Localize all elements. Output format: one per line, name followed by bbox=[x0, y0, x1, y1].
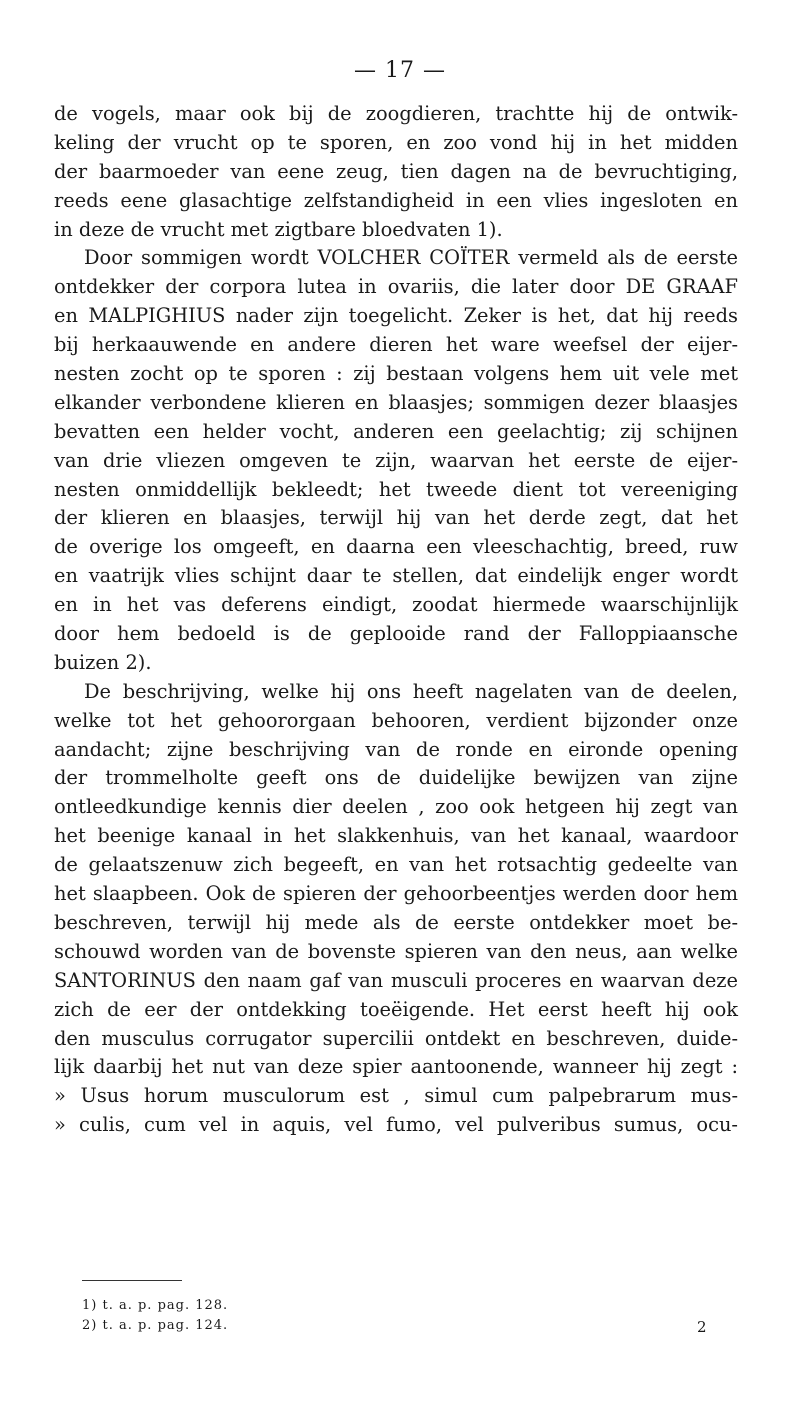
text-line: de vogels, maar ook bij de zoogdieren, trachtte hij de ontwik- bbox=[54, 102, 738, 125]
text-line: de gelaatszenuw zich begeeft, en van het rotsachtig gedeelte van bbox=[54, 853, 738, 877]
text-line: ontleedkundige kennis dier deelen , zoo ook hetgeen hij zegt van bbox=[54, 795, 738, 819]
text-line: de overige los omgeeft, en daarna een vleeschachtig, breed, ruw bbox=[54, 535, 738, 559]
text-line: keling der vrucht op te sporen, en zoo vond hij in het midden bbox=[54, 130, 738, 154]
text-line: en in het vas deferens eindigt, zoodat hiermede waarschijnlijk bbox=[54, 593, 738, 617]
text-line: en MALPIGHIUS nader zijn toegelicht. Zeker is het, dat hij reeds bbox=[54, 304, 738, 328]
text-line: reeds eene glasachtige zelfstandigheid in een vlies ingesloten en bbox=[54, 188, 738, 212]
text-line: der baarmoeder van eene zeug, tien dagen na de bevruchtiging, bbox=[54, 159, 738, 183]
text-line: Door sommigen wordt VOLCHER COÏTER vermeld als de eerste bbox=[84, 246, 738, 270]
text-line: lijk daarbij het nut van deze spier aantoonende, wanneer hij zegt : bbox=[54, 1055, 738, 1079]
text-line: zich de eer der ontdekking toeëigende. Het eerst heeft hij ook bbox=[54, 997, 738, 1021]
text-line: in deze de vrucht met zigtbare bloedvaten 1). bbox=[54, 217, 503, 241]
body-text bbox=[54, 100, 738, 1140]
text-line: buizen 2). bbox=[54, 650, 152, 674]
footnote: 2) t. a. p. pag. 124. bbox=[82, 1318, 229, 1333]
page-number: — 17 — bbox=[354, 58, 446, 83]
text-line: nesten zocht op te sporen : zij bestaan volgens hem uit vele met bbox=[54, 362, 738, 386]
text-line: en vaatrijk vlies schijnt daar te stellen, dat eindelijk enger wordt bbox=[54, 564, 738, 588]
text-line: der trommelholte geeft ons de duidelijke bewijzen van zijne bbox=[54, 766, 738, 790]
text-line: der klieren en blaasjes, terwijl hij van het derde zegt, dat het bbox=[54, 506, 738, 530]
footnote-divider bbox=[82, 1280, 182, 1281]
text-line: het beenige kanaal in het slakkenhuis, van het kanaal, waardoor bbox=[54, 824, 738, 848]
footnote: 1) t. a. p. pag. 128. bbox=[82, 1298, 229, 1313]
text-line: » culis, cum vel in aquis, vel fumo, vel pulveribus sumus, ocu- bbox=[54, 1113, 738, 1137]
text-line: elkander verbondene klieren en blaasjes; sommigen dezer blaasjes bbox=[54, 390, 738, 414]
text-line: den musculus corrugator supercilii ontdekt en beschreven, duide- bbox=[54, 1026, 738, 1050]
footnotes bbox=[82, 1296, 228, 1336]
text-line: beschreven, terwijl hij mede als de eerste ontdekker moet be- bbox=[54, 910, 738, 934]
text-line: door hem bedoeld is de geplooide rand der Falloppiaansche bbox=[54, 622, 738, 646]
text-line: De beschrijving, welke hij ons heeft nagelaten van de deelen, bbox=[84, 679, 738, 703]
text-line: aandacht; zijne beschrijving van de ronde en eironde opening bbox=[54, 737, 738, 761]
text-line: bij herkaauwende en andere dieren het ware weefsel der eijer- bbox=[54, 333, 738, 357]
text-line: nesten onmiddellijk bekleedt; het tweede dient tot vereeniging bbox=[54, 477, 738, 501]
text-line: ontdekker der corpora lutea in ovariis, die later door DE GRAAF bbox=[54, 275, 738, 299]
text-line: schouwd worden van de bovenste spieren van den neus, aan welke bbox=[54, 939, 738, 963]
text-line: welke tot het gehoororgaan behooren, verdient bijzonder onze bbox=[54, 708, 738, 732]
text-line: het slaapbeen. Ook de spieren der gehoorbeentjes werden door hem bbox=[54, 882, 738, 906]
text-line: » Usus horum musculorum est , simul cum palpebrarum mus- bbox=[54, 1084, 738, 1108]
text-line: van drie vliezen omgeven te zijn, waarvan het eerste de eijer- bbox=[54, 448, 738, 472]
text-line: bevatten een helder vocht, anderen een geelachtig; zij schijnen bbox=[54, 419, 738, 443]
signature-mark: 2 bbox=[697, 1318, 707, 1336]
text-line: SANTORINUS den naam gaf van musculi proceres en waarvan deze bbox=[54, 968, 738, 992]
